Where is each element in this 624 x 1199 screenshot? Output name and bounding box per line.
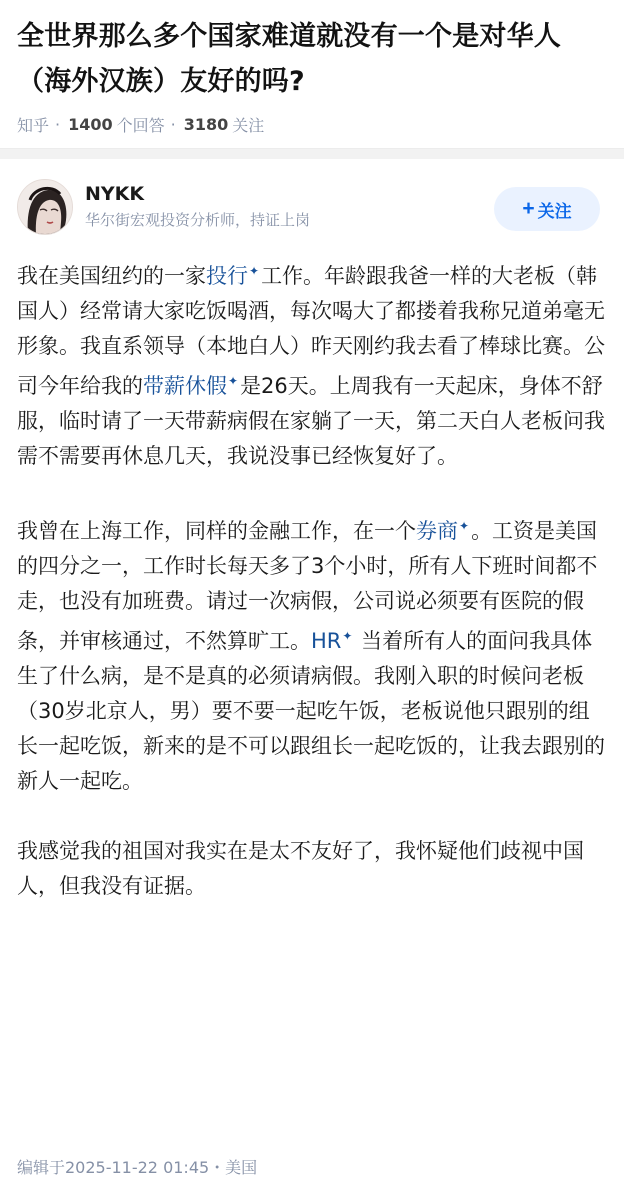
source-label: 知乎 <box>17 116 50 135</box>
followers-count: 3180 <box>183 115 229 134</box>
sparkle-icon: ✦ <box>459 519 470 533</box>
answer-content <box>0 254 624 904</box>
answer-paragraph: 我感觉我的祖国对我实在是太不友好了，我怀疑他们歧视中国人，但我没有证据。 <box>17 839 584 898</box>
follow-button[interactable] <box>494 187 600 231</box>
answers-label: 个回答 <box>116 116 165 135</box>
answers-count: 1400 <box>68 115 113 134</box>
answer-text: 工作。年龄跟我爸一样的大老板（韩国人）经常请大家吃饭喝酒，每次喝大了都搂着我称兄道弟毫无形象。我直系领导（本地白人）昨天刚约我去看了棒球比赛。公司今年给我的 <box>17 264 605 398</box>
avatar[interactable] <box>17 179 73 235</box>
keyword-link-paid-leave[interactable]: 带薪休假 <box>143 374 227 398</box>
author-name[interactable]: NYKK <box>85 182 145 205</box>
question-header <box>0 0 624 148</box>
answer-text: 是26天。上周我有一天起床，身体不舒服，临时请了一天带薪病假在家躺了一天，第二天白人老板问我需不需要再休息几天，我说没事已经恢复好了。 <box>17 374 605 468</box>
answer-text: 当着所有人的面问我具体生了什么病，是不是真的必须请病假。我刚入职的时候问老板（30岁北京人，男）要不要一起吃午饭，老板说他只跟别的组长一起吃饭，新来的是不可以跟组长一起吃饭的，让我去跟别的新人一起吃。 <box>17 629 605 793</box>
author-card <box>0 159 624 254</box>
followers-label: 关注 <box>232 116 265 135</box>
avatar-illustration <box>18 180 72 234</box>
question-meta <box>17 113 607 136</box>
answer-text: 。工资是美国的四分之一，工作时长每天多了3个小时，所有人下班时间都不走，也没有加班费。请过一次病假，公司说必须要有医院的假条，并审核通过，不然算旷工。 <box>17 519 598 653</box>
answer-paragraph <box>17 254 607 474</box>
keyword-link-brokerage[interactable]: 券商 <box>416 519 458 543</box>
author-bio: 华尔街宏观投资分析师，持证上岗 <box>85 210 311 229</box>
meta-separator: · <box>55 115 61 134</box>
plus-icon: + <box>522 197 535 220</box>
follow-button-label: 关注 <box>537 201 572 221</box>
question-title[interactable]: 全世界那么多个国家难道就没有一个是对华人（海外汉族）友好的吗? <box>17 21 561 97</box>
section-divider <box>0 148 624 159</box>
sparkle-icon: ✦ <box>228 374 239 388</box>
answer-text: 我曾在上海工作，同样的金融工作，在一个 <box>17 519 416 543</box>
keyword-link-investment-bank[interactable]: 投行 <box>206 264 248 288</box>
sparkle-icon: ✦ <box>249 264 260 278</box>
answer-paragraph <box>17 509 607 799</box>
sparkle-icon: ✦ <box>342 629 353 643</box>
meta-separator: · <box>170 115 176 134</box>
author-info <box>85 181 310 231</box>
answer-text: 我在美国纽约的一家 <box>17 264 206 288</box>
keyword-link-hr[interactable]: HR <box>311 629 342 653</box>
edit-timestamp: 编辑于2025-11-22 01:45・美国 <box>17 1158 258 1177</box>
